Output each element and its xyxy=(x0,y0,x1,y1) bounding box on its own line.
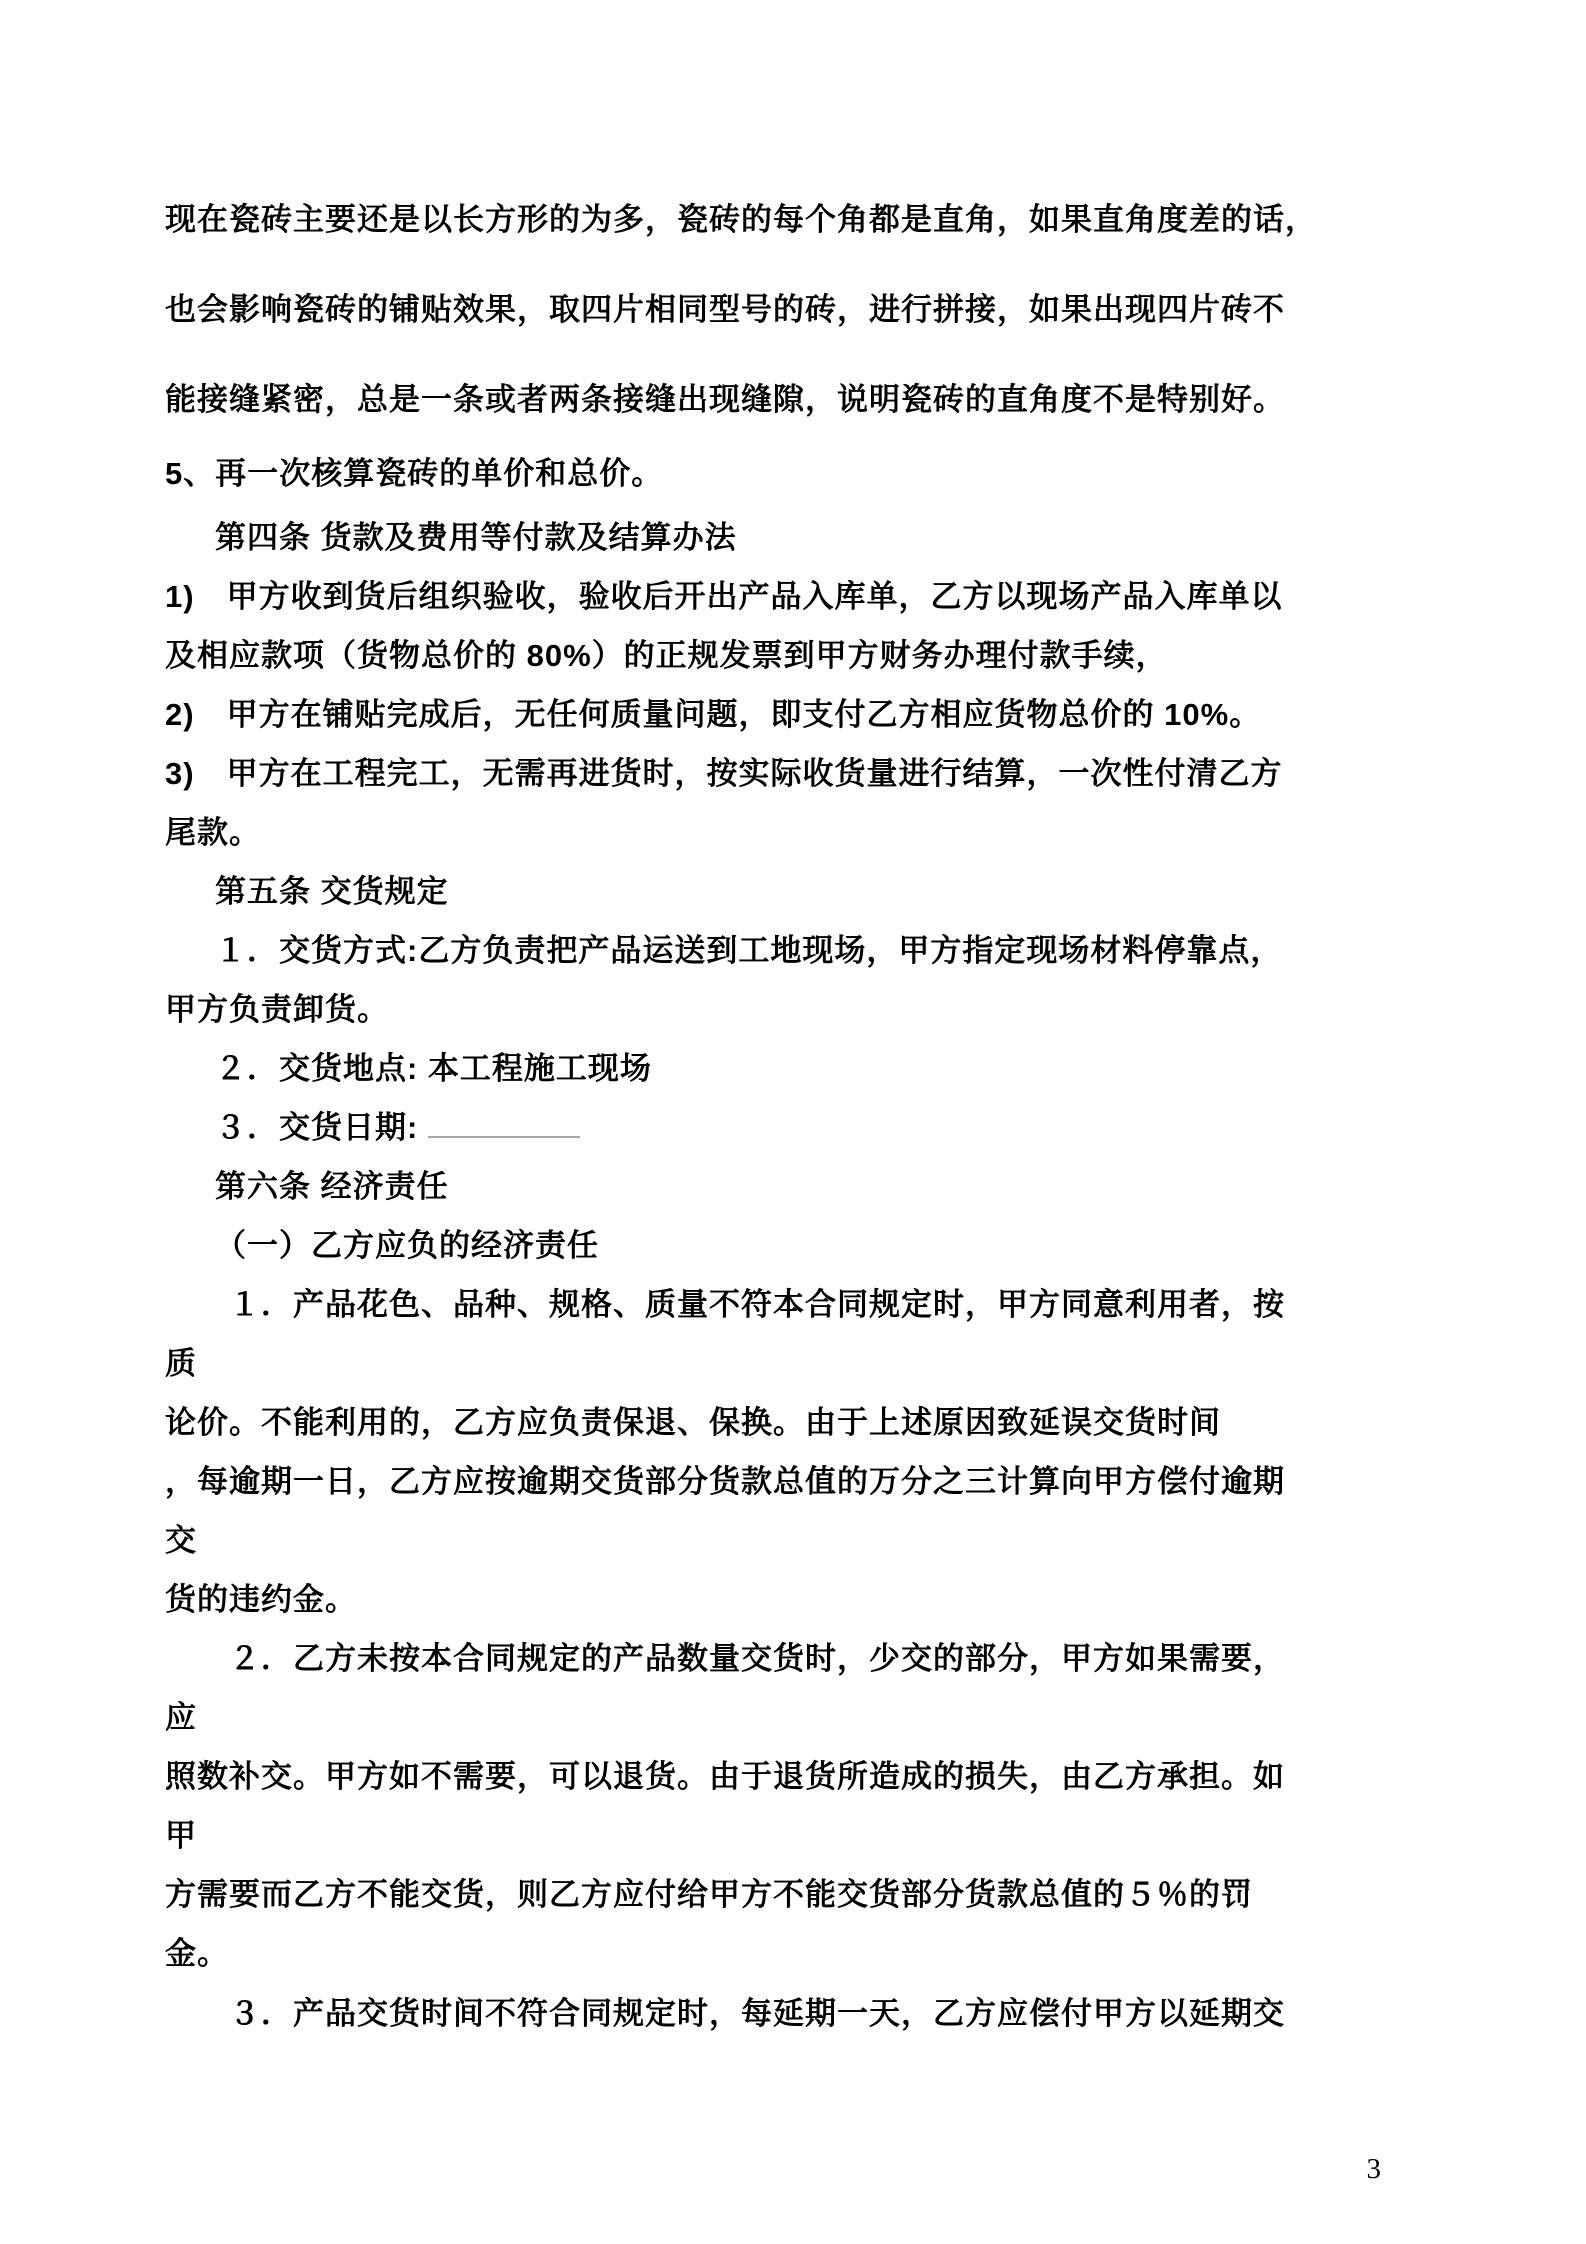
delivery-date-blank xyxy=(428,1106,580,1138)
heading-article-5: 第五条 交货规定 xyxy=(215,874,449,909)
paragraph-line: １．交货方式:乙方负责把产品运送到工地现场，甲方指定现场材料停靠点， xyxy=(215,933,1283,968)
paragraph-line: 金。 xyxy=(165,1936,229,1971)
list-item-3: 3) 甲方在工程完工，无需再进货时，按实际收货量进行结算，一次性付清乙方 xyxy=(165,756,1283,791)
paragraph-line: （一）乙方应负的经济责任 xyxy=(215,1228,599,1263)
list-item-2: 2) 甲方在铺贴完成后，无任何质量问题，即支付乙方相应货物总价的 10%。 xyxy=(165,697,1262,732)
paragraph-line: 也会影响瓷砖的铺贴效果，取四片相同型号的砖，进行拼接，如果出现四片砖不 xyxy=(165,292,1285,327)
paragraph-line: 应 xyxy=(165,1700,197,1735)
delivery-date-line xyxy=(165,1104,1421,1152)
paragraph-line: 现在瓷砖主要还是以长方形的为多，瓷砖的每个角都是直角，如果直角度差的话， xyxy=(165,202,1317,237)
paragraph-line: 能接缝紧密，总是一条或者两条接缝出现缝隙，说明瓷砖的直角度不是特别好。 xyxy=(165,382,1285,417)
paragraph-line: 质 xyxy=(165,1346,197,1381)
heading-article-4: 第四条 货款及费用等付款及结算办法 xyxy=(215,520,737,555)
heading-article-6: 第六条 经济责任 xyxy=(215,1169,449,1204)
paragraph-line: 论价。不能利用的，乙方应负责保退、保换。由于上述原因致延误交货时间 xyxy=(165,1405,1221,1440)
paragraph-line: 尾款。 xyxy=(165,815,261,850)
page-number: 3 xyxy=(1366,2153,1381,2185)
paragraph-line: 甲方负责卸货。 xyxy=(165,992,389,1027)
paragraph-line: ３．产品交货时间不符合同规定时，每延期一天，乙方应偿付甲方以延期交 xyxy=(229,1996,1285,2031)
paragraph-line: 交 xyxy=(165,1523,197,1558)
paragraph-line: 5、再一次核算瓷砖的单价和总价。 xyxy=(165,456,664,491)
paragraph-line: １．产品花色、品种、规格、质量不符本合同规定时，甲方同意利用者，按 xyxy=(229,1287,1285,1322)
paragraph-line: ２．交货地点: 本工程施工现场 xyxy=(215,1051,652,1086)
paragraph-line: ，每逾期一日，乙方应按逾期交货部分货款总值的万分之三计算向甲方偿付逾期 xyxy=(165,1464,1285,1499)
paragraph-line: ２．乙方未按本合同规定的产品数量交货时，少交的部分，甲方如果需要， xyxy=(229,1641,1285,1676)
paragraph-line: 方需要而乙方不能交货，则乙方应付给甲方不能交货部分货款总值的５％的罚 xyxy=(165,1877,1253,1912)
delivery-date-label: ３．交货日期: xyxy=(215,1110,428,1145)
paragraph-line: 及相应款项（货物总价的 80%）的正规发票到甲方财务办理付款手续， xyxy=(165,638,1168,673)
paragraph-line: 货的违约金。 xyxy=(165,1582,357,1617)
list-item-1: 1) 甲方收到货后组织验收，验收后开出产品入库单，乙方以现场产品入库单以 xyxy=(165,579,1283,614)
paragraph-line: 甲 xyxy=(165,1818,197,1853)
paragraph-line: 照数补交。甲方如不需要，可以退货。由于退货所造成的损失，由乙方承担。如 xyxy=(165,1759,1285,1794)
